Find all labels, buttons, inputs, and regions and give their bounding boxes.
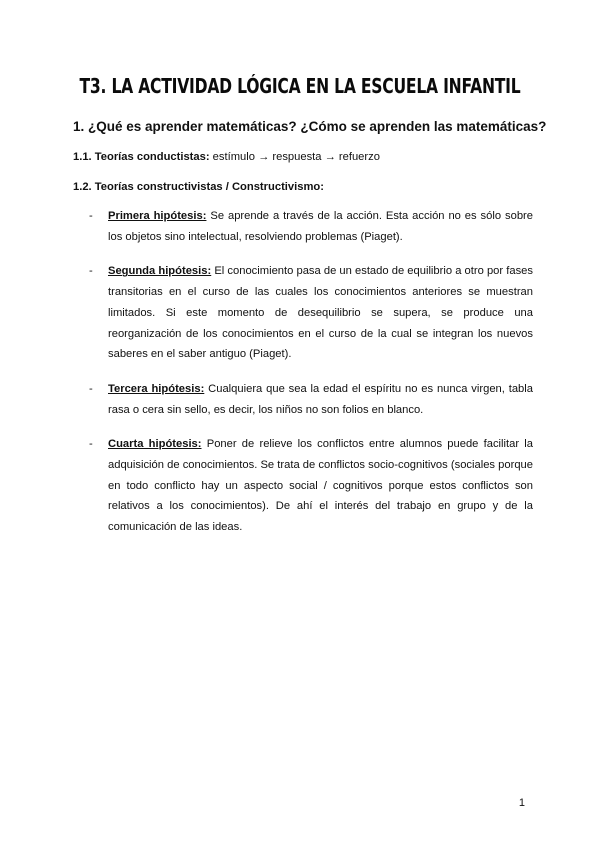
hypothesis-text: Poner de relieve los conflictos entre alumnos puede facilitar la adquisición de conocimientos. Se trata de conflictos socio-cognitivos (sociales porque en todo conflicto hay un aspecto social / cognitivos porque estos conflictos son relativos a los conocimientos). De ahí el interés del trabajo en grupo y de la comunicación de las ideas.: [108, 438, 533, 534]
list-dash: -: [89, 382, 93, 395]
hypothesis-text: Se aprende a través de la acción. Esta acción no es sólo sobre los objetos sino intelectual, resolviendo problemas (Piaget).: [108, 210, 533, 243]
list-item: [73, 261, 533, 365]
list-item: [73, 434, 533, 538]
hypotheses-list: [73, 206, 533, 552]
subsection-label: 1.2. Teorías constructivistas / Constructivismo:: [73, 181, 324, 193]
subsection-text: estímulo → respuesta → refuerzo: [209, 151, 380, 163]
hypothesis-paragraph: [108, 434, 533, 538]
hypothesis-label: Tercera hipótesis:: [108, 382, 205, 395]
subsection-label: 1.1. Teorías conductistas:: [73, 151, 210, 163]
hypothesis-label: Segunda hipótesis:: [108, 265, 212, 278]
hypothesis-label: Cuarta hipótesis:: [108, 438, 202, 451]
hypothesis-paragraph: [108, 261, 533, 365]
page-title: T3. LA ACTIVIDAD LÓGICA EN LA ESCUELA INFANTIL: [79, 74, 521, 98]
hypothesis-text: El conocimiento pasa de un estado de equilibrio a otro por fases transitorias en el curso de las cuales los conocimientos anteriores se muestran limitados. Si este momento de desequilibrio se supera, se produce una reorganización de los conocimientos en el curso de la cual se integran los nuevos saberes en el saber antiguo (Piaget).: [108, 265, 533, 361]
hypothesis-label: Primera hipótesis:: [108, 210, 207, 222]
section-heading: 1. ¿Qué es aprender matemáticas? ¿Cómo se aprenden las matemáticas?: [73, 119, 547, 134]
list-dash: -: [89, 438, 93, 451]
list-item: [73, 206, 533, 247]
list-dash: -: [89, 210, 93, 222]
list-item: [73, 379, 533, 420]
subsection-behaviorist: [73, 151, 380, 163]
subsection-constructivist: [73, 181, 324, 193]
page-number: 1: [518, 797, 525, 809]
list-dash: -: [89, 265, 93, 278]
hypothesis-paragraph: [108, 206, 533, 247]
hypothesis-text: Cualquiera que sea la edad el espíritu no es nunca virgen, tabla rasa o cera sin sello, es decir, los niños no son folios en blanco.: [108, 382, 533, 416]
hypothesis-paragraph: [108, 379, 533, 420]
